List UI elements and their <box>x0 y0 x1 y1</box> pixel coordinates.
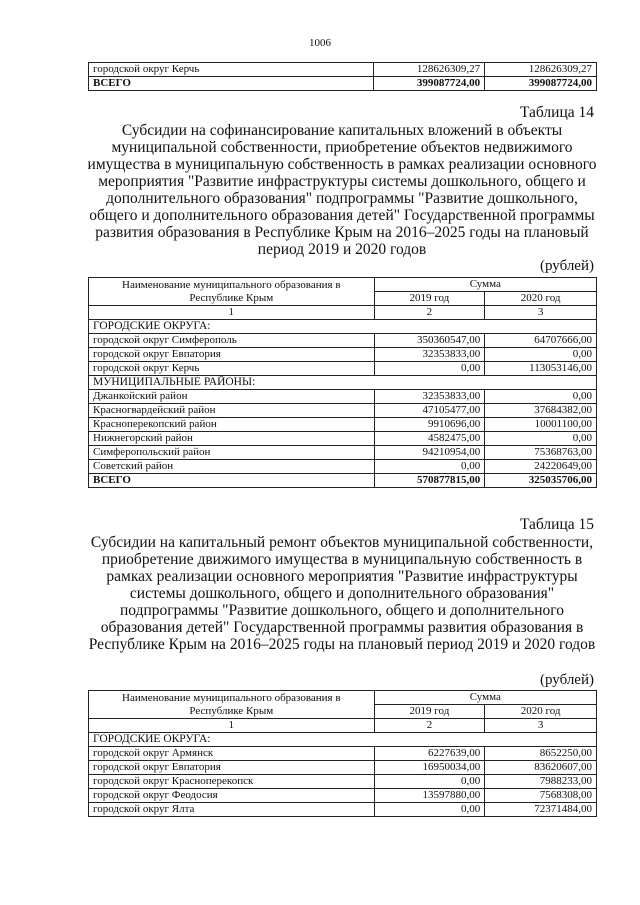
title-line: образования детей" Государственной программы развития образования в <box>100 619 584 636</box>
sum-header: Сумма <box>374 278 596 292</box>
region-name: городской округ Евпатория <box>89 348 375 362</box>
total-2020: 325035706,00 <box>485 474 597 488</box>
title-line: период 2019 и 2020 годов <box>257 241 427 258</box>
value-2020: 72371484,00 <box>485 803 597 817</box>
table15 <box>88 690 597 817</box>
value-2020: 83620607,00 <box>485 761 597 775</box>
col-number: 2 <box>374 306 485 320</box>
region-name: Красногвардейский район <box>89 404 375 418</box>
title-line: общего и дополнительного образования детей" Государственной программы <box>89 207 595 224</box>
value-2020: 8652250,00 <box>485 747 597 761</box>
table-row <box>89 348 597 362</box>
table15-title <box>80 534 604 653</box>
region-name: городской округ Ялта <box>89 803 375 817</box>
total-row <box>89 474 597 488</box>
value-2019: 0,00 <box>374 775 485 789</box>
sum-header: Сумма <box>374 691 596 705</box>
name-header-line1: Наименование муниципального образования в <box>122 691 341 704</box>
col-number: 3 <box>485 306 597 320</box>
column-number-row <box>89 306 597 320</box>
header-row <box>89 278 597 292</box>
year-2020-header: 2020 год <box>485 705 597 719</box>
title-line: мероприятия "Развитие инфраструктуры системы дошкольного, общего и <box>98 173 586 190</box>
title-line: Субсидии на капитальный ремонт объектов муниципальной собственности, <box>90 534 594 551</box>
value-2019: 16950034,00 <box>374 761 485 775</box>
value-2020: 10001100,00 <box>485 418 597 432</box>
region-name: городской округ Красноперекопск <box>89 775 375 789</box>
header-row <box>89 691 597 705</box>
value-2019: 94210954,00 <box>374 446 485 460</box>
table-row <box>89 404 597 418</box>
name-header-line2: Республике Крым <box>189 291 274 304</box>
table15-label: Таблица 15 <box>519 516 594 533</box>
region-name: Симферопольский район <box>89 446 375 460</box>
value-2020: 24220649,00 <box>485 460 597 474</box>
value-2020: 0,00 <box>485 348 597 362</box>
table-row <box>89 63 597 77</box>
total-2019: 570877815,00 <box>374 474 485 488</box>
value-2020: 37684382,00 <box>485 404 597 418</box>
table-row <box>89 747 597 761</box>
table-row <box>89 761 597 775</box>
value-2020: 0,00 <box>485 432 597 446</box>
name-header <box>89 278 375 306</box>
table-row <box>89 803 597 817</box>
page-number: 1006 <box>309 37 331 49</box>
table-row <box>89 446 597 460</box>
title-line: имущества в муниципальную собственность в рамках реализации основного <box>87 156 597 173</box>
title-line: Республике Крым на 2016–2025 годы на плановый период 2019 и 2020 годов <box>88 636 596 653</box>
col-number: 1 <box>89 719 375 733</box>
region-name: городской округ Симферополь <box>89 334 375 348</box>
table-row <box>89 460 597 474</box>
col-number: 3 <box>485 719 597 733</box>
value-2019: 0,00 <box>374 803 485 817</box>
section-row <box>89 733 597 747</box>
total-label: ВСЕГО <box>89 77 374 91</box>
value-2019: 32353833,00 <box>374 348 485 362</box>
table-row <box>89 432 597 446</box>
table-row <box>89 418 597 432</box>
section-title: ГОРОДСКИЕ ОКРУГА: <box>89 733 597 747</box>
col-number: 2 <box>374 719 485 733</box>
value-2019: 128626309,27 <box>374 63 485 77</box>
title-line: приобретение движимого имущества в муниципальную собственность в <box>101 551 583 568</box>
title-line: подпрограммы "Развитие дошкольного, общего и дополнительного <box>120 602 564 619</box>
value-2019: 4582475,00 <box>374 432 485 446</box>
total-2020: 399087724,00 <box>485 77 597 91</box>
column-number-row <box>89 719 597 733</box>
table14-label: Таблица 14 <box>519 104 594 121</box>
value-2019: 47105477,00 <box>374 404 485 418</box>
table15-units: (рублей) <box>539 672 594 688</box>
table-row <box>89 789 597 803</box>
value-2019: 9910696,00 <box>374 418 485 432</box>
region-name: Советский район <box>89 460 375 474</box>
title-line: развития образования в Республике Крым на 2016–2025 годы на плановый <box>95 224 589 241</box>
total-row <box>89 77 597 91</box>
value-2019: 0,00 <box>374 460 485 474</box>
table14-units: (рублей) <box>539 258 594 274</box>
table14-title <box>80 122 604 258</box>
value-2020: 64707666,00 <box>485 334 597 348</box>
continued-table <box>88 62 597 91</box>
col-number: 1 <box>89 306 375 320</box>
total-label: ВСЕГО <box>89 474 375 488</box>
value-2020: 113053146,00 <box>485 362 597 376</box>
value-2020: 7568308,00 <box>485 789 597 803</box>
value-2020: 75368763,00 <box>485 446 597 460</box>
total-2019: 399087724,00 <box>374 77 485 91</box>
region-name: городской округ Феодосия <box>89 789 375 803</box>
region-name: городской округ Керчь <box>89 362 375 376</box>
name-header <box>89 691 375 719</box>
table-row <box>89 362 597 376</box>
title-line: дополнительного образования" подпрограммы "Развитие дошкольного, <box>106 190 578 207</box>
region-name: городской округ Евпатория <box>89 761 375 775</box>
year-2020-header: 2020 год <box>485 292 597 306</box>
value-2020: 0,00 <box>485 390 597 404</box>
year-2019-header: 2019 год <box>374 705 485 719</box>
title-line: Субсидии на софинансирование капитальных вложений в объекты <box>121 122 563 139</box>
value-2020: 128626309,27 <box>485 63 597 77</box>
region-name: Джанкойский район <box>89 390 375 404</box>
value-2019: 32353833,00 <box>374 390 485 404</box>
value-2019: 13597880,00 <box>374 789 485 803</box>
value-2019: 350360547,00 <box>374 334 485 348</box>
section-title: МУНИЦИПАЛЬНЫЕ РАЙОНЫ: <box>89 376 597 390</box>
region-name: городской округ Керчь <box>89 63 374 77</box>
table14 <box>88 277 597 488</box>
year-2019-header: 2019 год <box>374 292 485 306</box>
title-line: муниципальной собственности, приобретение объектов недвижимого <box>111 139 573 156</box>
value-2019: 6227639,00 <box>374 747 485 761</box>
region-name: Красноперекопский район <box>89 418 375 432</box>
value-2019: 0,00 <box>374 362 485 376</box>
title-line: рамках реализации основного мероприятия "Развитие инфраструктуры <box>106 568 578 585</box>
section-row <box>89 376 597 390</box>
table-row <box>89 390 597 404</box>
name-header-line2: Республике Крым <box>189 704 274 717</box>
region-name: Нижнегорский район <box>89 432 375 446</box>
section-title: ГОРОДСКИЕ ОКРУГА: <box>89 320 597 334</box>
section-row <box>89 320 597 334</box>
value-2020: 7988233,00 <box>485 775 597 789</box>
table-row <box>89 775 597 789</box>
table-row <box>89 334 597 348</box>
title-line: системы дошкольного, общего и дополнительного образования" <box>129 585 555 602</box>
region-name: городской округ Армянск <box>89 747 375 761</box>
name-header-line1: Наименование муниципального образования в <box>122 278 341 291</box>
